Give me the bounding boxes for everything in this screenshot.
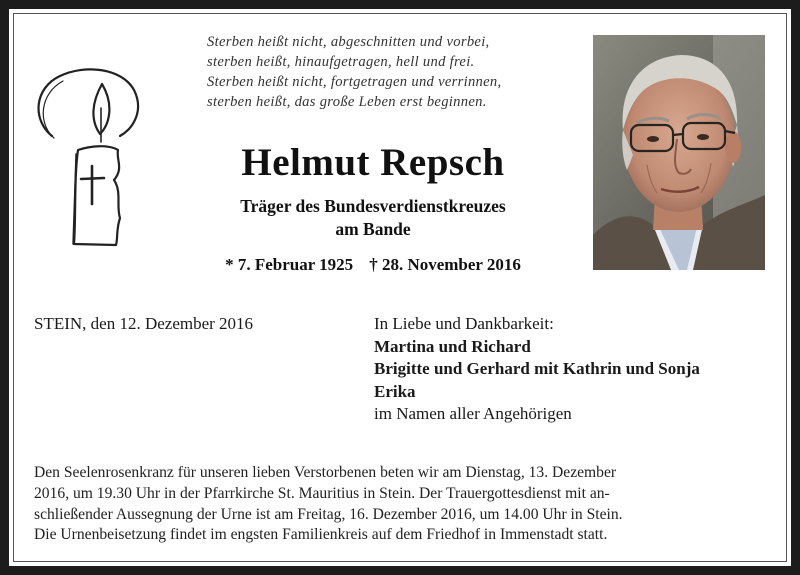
poem-line: Sterben heißt nicht, abgeschnitten und vorbei,: [207, 34, 490, 50]
portrait-photo: [593, 35, 765, 270]
notice-line: Die Urnenbeisetzung findet im engsten Familienkreis auf dem Friedhof in Immenstadt statt.: [34, 526, 608, 544]
mourner-names: Martina und Richard: [374, 336, 531, 356]
honor-line: Träger des Bundesverdienstkreuzes: [240, 196, 506, 216]
poem-line: sterben heißt, hinaufgetragen, hell und frei.: [207, 54, 475, 70]
honor-line: am Bande: [335, 219, 411, 239]
birth-date: * 7. Februar 1925: [225, 255, 354, 274]
signature-closing: im Namen aller Angehörigen: [374, 404, 572, 423]
place-date: STEIN, den 12. Dezember 2016: [34, 314, 254, 333]
candle-cross-icon: [30, 58, 145, 253]
signature-block: [374, 313, 774, 426]
poem-line: sterben heißt, das große Leben erst beginnen.: [207, 94, 487, 110]
notice-line: Den Seelenrosenkranz für unseren lieben Verstorbenen beten wir am Dienstag, 13. Dezember: [34, 464, 617, 481]
honor-title: [195, 195, 551, 241]
life-dates: [195, 254, 551, 276]
mourner-names: Erika: [374, 381, 416, 401]
death-date: † 28. November 2016: [369, 255, 521, 274]
deceased-name: Helmut Repsch: [241, 141, 505, 184]
signature-intro: In Liebe und Dankbarkeit:: [374, 314, 554, 333]
notice-line: schließender Aussegnung der Urne ist am Freitag, 16. Dezember 2016, um 14.00 Uhr in Stein.: [34, 505, 623, 523]
poem: [207, 32, 587, 112]
poem-line: Sterben heißt nicht, fortgetragen und verrinnen,: [207, 74, 502, 90]
service-notice: [34, 463, 767, 546]
mourner-names: Brigitte und Gerhard mit Kathrin und Sonja: [374, 359, 700, 378]
notice-line: 2016, um 19.30 Uhr in der Pfarrkirche St. Mauritius in Stein. Der Trauergottesdienst mit an-: [34, 484, 610, 502]
